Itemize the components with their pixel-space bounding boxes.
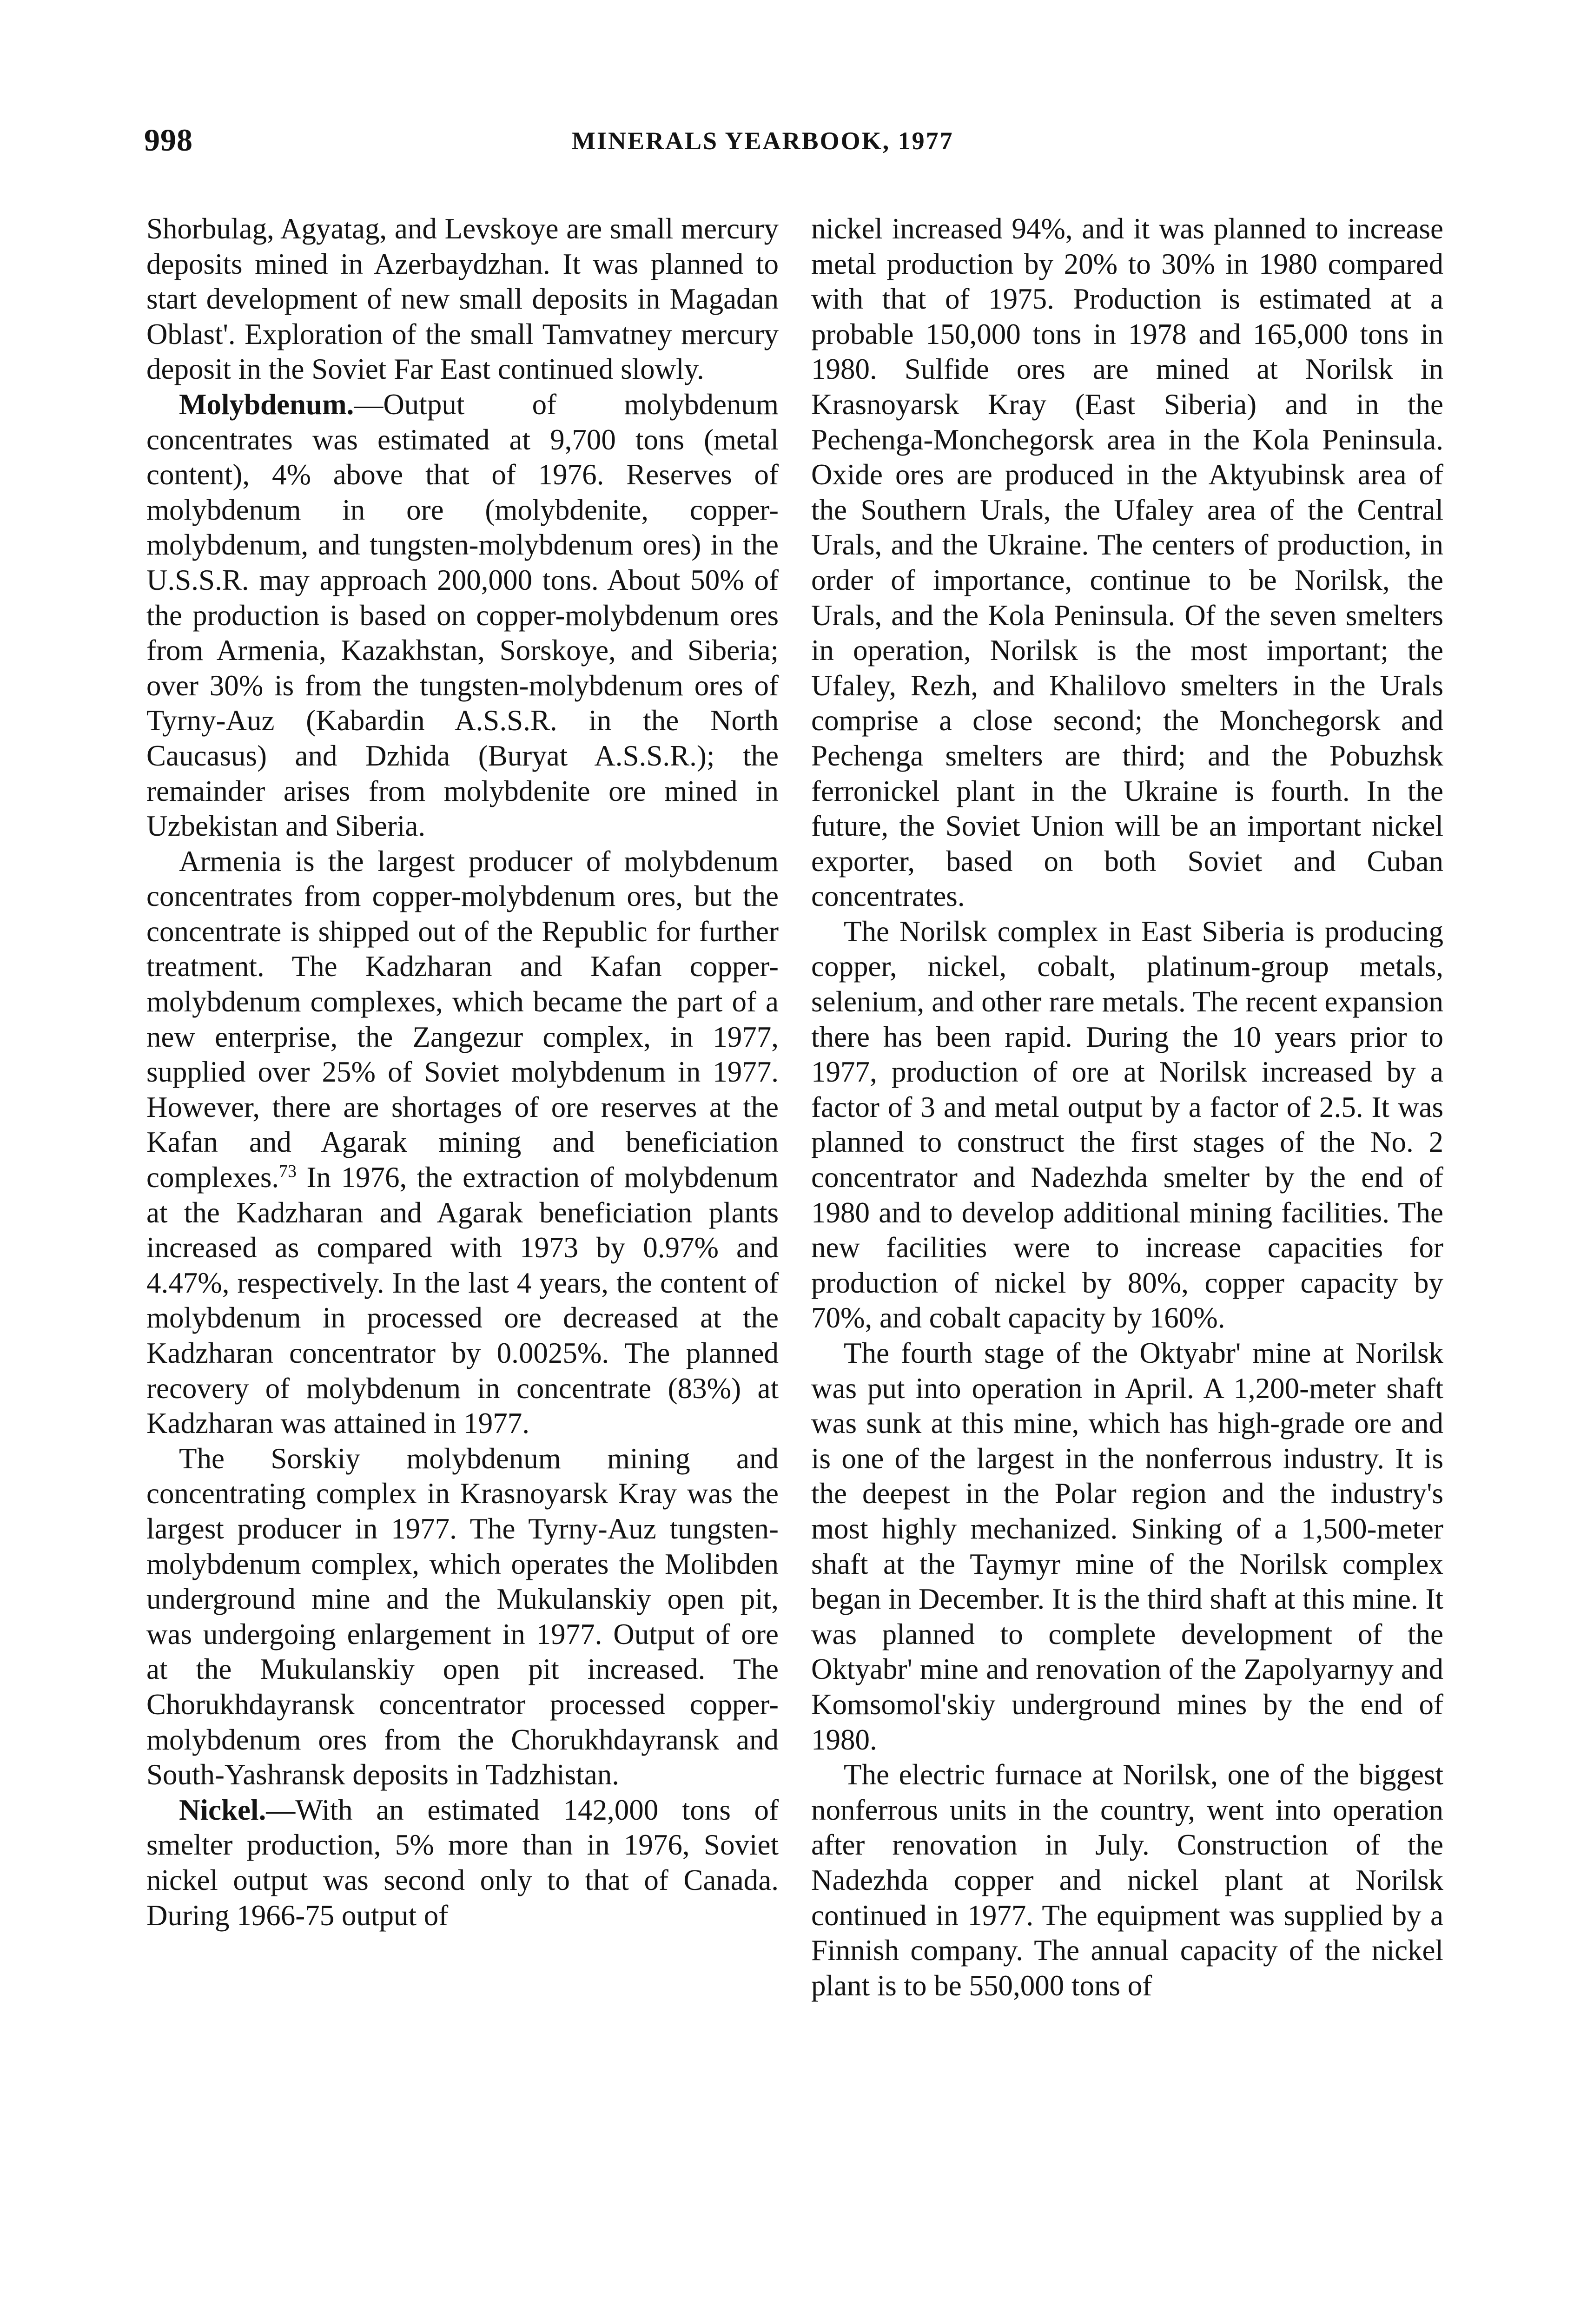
paragraph-nickel-text: —With an estimated 142,000 tons of smelter production, 5% more than in 1976, Soviet nickel output was second only to that of Canada. During 1966-75 output of [146,1793,779,1932]
section-heading-nickel: Nickel. [179,1793,266,1826]
paragraph-molybdenum [146,387,779,844]
running-title: MINERALS YEARBOOK, 1977 [572,127,954,155]
paragraph-armenia-text-b: In 1976, the extraction of molybdenum at the Kadzharan and Agarak beneficiation plants increased as compared with 1973 by 0.97% and 4.47%, respectively. In the last 4 years, the content of molybdenum in processed ore decreased at the Kadzharan concentrator by 0.0025%. The planned recovery of molybdenum in concentrate (83%) at Kadzharan was attained in 1977. [146,1161,779,1440]
paragraph-armenia-text-a: Armenia is the largest producer of molybdenum concentrates from copper-molybdenum ores, but the concentrate is shipped out of the Republic for further treatment. The Kadzharan and Kafan copper-molybdenum complexes, which became the part of a new enterprise, the Zangezur complex, in 1977, supplied over 25% of Soviet molybdenum in 1977. However, there are shortages of ore reserves at the Kafan and Agarak mining and beneficiation complexes. [146,845,779,1194]
paragraph-sorskiy: The Sorskiy molybdenum mining and concentrating complex in Krasnoyarsk Kray was the largest producer in 1977. The Tyrny-Auz tungsten-molybdenum complex, which operates the Molibden underground mine and the Mukulanskiy open pit, was undergoing enlargement in 1977. Output of ore at the Mukulanskiy open pit increased. The Chorukhdayransk concentrator processed copper-molybdenum ores from the Chorukhdayransk and South-Yashransk deposits in Tadzhistan. [146,1442,779,1791]
paragraph-armenia [146,844,779,1441]
section-heading-molybdenum: Molybdenum. [179,388,354,421]
paragraph-nickel [146,1793,779,1933]
page-number: 998 [144,122,193,158]
paragraph-mercury-deposits: Shorbulag, Agyatag, and Levskoye are small mercury deposits mined in Azerbaydzhan. It was planned to start development of new small deposits in Magadan Oblast'. Exploration of the small Tamvatney mercury deposit in the Soviet Far East continued slowly. [146,212,779,386]
paragraph-nickel-continued: nickel increased 94%, and it was planned to increase metal production by 20% to 30% in 1980 compared with that of 1975. Production is estimated at a probable 150,000 tons in 1978 and 165,000 tons in 1980. Sulfide ores are mined at Norilsk in Krasnoyarsk Kray (East Siberia) and in the Pechenga-Monchegorsk area in the Kola Peninsula. Oxide ores are produced in the Aktyubinsk area of the Southern Urals, the Ufaley area of the Central Urals, and the Ukraine. The centers of production, in order of importance, continue to be Norilsk, the Urals, and the Kola Peninsula. Of the seven smelters in operation, Norilsk is the most important; the Ufaley, Rezh, and Khalilovo smelters in the Urals comprise a close second; the Monchegorsk and Pechenga smelters are third; and the Pobuzhsk ferronickel plant in the Ukraine is fourth. In the future, the Soviet Union will be an important nickel exporter, based on both Soviet and Cuban concentrates. [811,212,1443,913]
right-column [811,211,1443,2003]
page-header [144,122,1027,159]
left-column [146,211,779,1933]
paragraph-electric-furnace: The electric furnace at Norilsk, one of the biggest nonferrous units in the country, went into operation after renovation in July. Construction of the Nadezhda copper and nickel plant at Norilsk continued in 1977. The equipment was supplied by a Finnish company. The annual capacity of the nickel plant is to be 550,000 tons of [811,1758,1443,2002]
paragraph-oktyabr-mine: The fourth stage of the Oktyabr' mine at Norilsk was put into operation in April. A 1,200-meter shaft was sunk at this mine, which has high-grade ore and is one of the largest in the nonferrous industry. It is the deepest in the Polar region and the industry's most highly mechanized. Sinking of a 1,500-meter shaft at the Taymyr mine of the Norilsk complex began in December. It is the third shaft at this mine. It was planned to complete development of the Oktyabr' mine and renovation of the Zapolyarnyy and Komsomol'skiy underground mines by the end of 1980. [811,1337,1443,1756]
paragraph-molybdenum-text: —Output of molybdenum concentrates was estimated at 9,700 tons (metal content), 4% above that of 1976. Reserves of molybdenum in ore (molybdenite, copper-molybdenum, and tungsten-molybdenum ores) in the U.S.S.R. may approach 200,000 tons. About 50% of the production is based on copper-molybdenum ores from Armenia, Kazakhstan, Sorskoye, and Siberia; over 30% is from the tungsten-molybdenum ores of Tyrny-Auz (Kabardin A.S.S.R. in the North Caucasus) and Dzhida (Buryat A.S.S.R.); the remainder arises from molybdenite ore mined in Uzbekistan and Siberia. [146,388,779,843]
paragraph-norilsk-complex: The Norilsk complex in East Siberia is producing copper, nickel, cobalt, platinum-group metals, selenium, and other rare metals. The recent expansion there has been rapid. During the 10 years prior to 1977, production of ore at Norilsk increased by a factor of 3 and metal output by a factor of 2.5. It was planned to construct the first stages of the No. 2 concentrator and Nadezhda smelter by the end of 1980 and to develop additional mining facilities. The new facilities were to increase capacities for production of nickel by 80%, copper capacity by 70%, and cobalt capacity by 160%. [811,915,1443,1334]
footnote-reference: 73 [279,1162,297,1182]
